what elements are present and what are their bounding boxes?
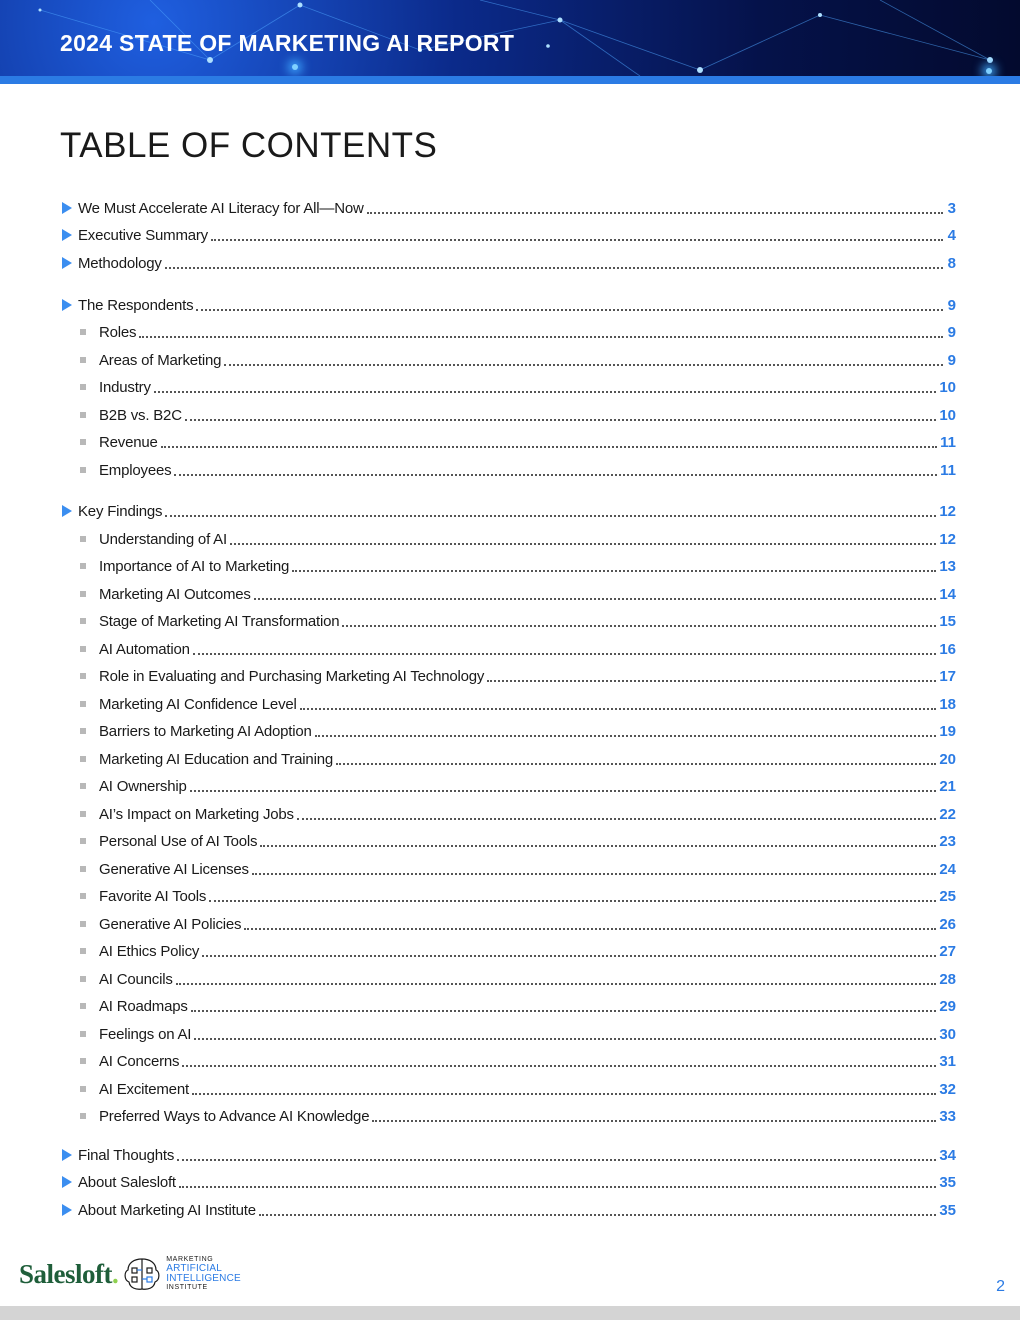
toc-entry-page-number: 25 [939,887,956,905]
dot-leader [194,1024,936,1040]
toc-entry-label: AI Concerns [99,1052,180,1070]
toc-subentry[interactable] [60,581,956,607]
toc-entry-label: AI Ethics Policy [99,942,200,960]
dot-leader [176,969,937,985]
dot-leader [161,432,937,448]
toc-entry-page-number: 9 [947,351,956,369]
toc-entry-page-number: 19 [939,722,956,740]
dot-leader [244,914,936,930]
toc-entry-label: AI’s Impact on Marketing Jobs [99,805,294,823]
triangle-bullet-icon [62,1149,72,1161]
dot-leader [185,405,936,421]
toc-subentry[interactable] [60,1103,956,1129]
toc-entry-page-number: 3 [947,199,956,217]
toc-entry-label: About Marketing AI Institute [78,1201,256,1219]
dot-leader [315,721,937,737]
toc-entry-label: Importance of AI to Marketing [99,557,290,575]
triangle-bullet-icon [62,299,72,311]
footer-logos [19,1256,241,1292]
dot-leader [254,584,937,600]
triangle-bullet-icon [62,257,72,269]
toc-subentry[interactable] [60,828,956,854]
page-number: 2 [996,1278,1005,1295]
toc-subentry[interactable] [60,856,956,882]
square-bullet-icon [80,536,86,542]
toc-subentry[interactable] [60,347,956,373]
toc-entry[interactable] [60,222,956,248]
square-bullet-icon [80,412,86,418]
dot-leader [165,253,943,269]
toc-entry[interactable] [60,1142,956,1168]
toc-entry-page-number: 20 [939,750,956,768]
square-bullet-icon [80,1086,86,1092]
toc-subentry[interactable] [60,746,956,772]
dot-leader [179,1172,936,1188]
toc-entry-label: We Must Accelerate AI Literacy for All—Now [78,199,364,217]
toc-subentry[interactable] [60,883,956,909]
header-accent-bar [0,76,1020,84]
toc-entry-label: Favorite AI Tools [99,887,207,905]
toc-subentry[interactable] [60,374,956,400]
toc-entry-page-number: 24 [939,860,956,878]
toc-entry-page-number: 10 [939,378,956,396]
toc-entry-label: Generative AI Licenses [99,860,249,878]
square-bullet-icon [80,948,86,954]
toc-entry-label: AI Roadmaps [99,997,188,1015]
toc-entry-page-number: 23 [939,832,956,850]
triangle-bullet-icon [62,202,72,214]
dot-leader [182,1051,936,1067]
toc-entry-page-number: 15 [939,612,956,630]
toc-entry-label: Revenue [99,433,158,451]
toc-entry-label: B2B vs. B2C [99,406,182,424]
toc-subentry[interactable] [60,663,956,689]
toc-subentry[interactable] [60,457,956,483]
dot-leader [193,639,937,655]
toc-entry-page-number: 11 [940,433,956,451]
toc-subentry[interactable] [60,319,956,345]
toc-entry[interactable] [60,250,956,276]
toc-entry-label: Marketing AI Outcomes [99,585,251,603]
dot-leader [367,198,943,214]
toc-entry-label: Executive Summary [78,226,208,244]
dot-leader [209,886,936,902]
toc-entry-label: Areas of Marketing [99,351,222,369]
toc-entry-label: AI Councils [99,970,173,988]
square-bullet-icon [80,384,86,390]
dot-leader [252,859,936,875]
toc-subentry[interactable] [60,429,956,455]
toc-entry-page-number: 27 [939,942,956,960]
square-bullet-icon [80,1058,86,1064]
toc-entry-label: Marketing AI Confidence Level [99,695,297,713]
toc-entry-label: Methodology [78,254,162,272]
dot-leader [202,941,936,957]
dot-leader [224,350,943,366]
toc-entry-label: Understanding of AI [99,530,227,548]
toc-entry-label: Marketing AI Education and Training [99,750,333,768]
square-bullet-icon [80,893,86,899]
dot-leader [191,996,937,1012]
square-bullet-icon [80,357,86,363]
dot-leader [487,666,936,682]
salesloft-logo: Salesloft. [19,1258,119,1289]
triangle-bullet-icon [62,505,72,517]
square-bullet-icon [80,811,86,817]
dot-leader [139,322,943,338]
page-bottom-bar [0,1306,1020,1320]
toc-entry-page-number: 21 [939,777,956,795]
report-header-banner [0,0,1020,76]
toc-entry-label: Roles [99,323,137,341]
toc-entry-page-number: 10 [939,406,956,424]
dot-leader [372,1106,936,1122]
dot-leader [177,1145,936,1161]
toc-subentry[interactable] [60,938,956,964]
toc-entry-page-number: 28 [939,970,956,988]
square-bullet-icon [80,921,86,927]
toc-entry-label: Industry [99,378,151,396]
square-bullet-icon [80,618,86,624]
toc-entry-page-number: 31 [939,1052,956,1070]
toc-entry-page-number: 22 [939,805,956,823]
report-title: 2024 STATE OF MARKETING AI REPORT [60,30,515,56]
toc-entry-label: Stage of Marketing AI Transformation [99,612,340,630]
square-bullet-icon [80,329,86,335]
toc-entry-page-number: 18 [939,695,956,713]
toc-entry-label: Generative AI Policies [99,915,242,933]
toc-entry-page-number: 9 [947,296,956,314]
square-bullet-icon [80,439,86,445]
toc-entry-label: AI Ownership [99,777,187,795]
toc-entry-label: Feelings on AI [99,1025,192,1043]
toc-entry-page-number: 13 [939,557,956,575]
dot-leader [192,1079,936,1095]
toc-entry-label: Preferred Ways to Advance AI Knowledge [99,1107,370,1125]
dot-leader [297,804,936,820]
toc-entry-label: Key Findings [78,502,163,520]
square-bullet-icon [80,1003,86,1009]
square-bullet-icon [80,866,86,872]
toc-subentry[interactable] [60,608,956,634]
toc-entry-page-number: 8 [947,254,956,272]
toc-subentry[interactable] [60,801,956,827]
dot-leader [292,556,936,572]
toc-entry-page-number: 11 [940,461,956,479]
toc-entry[interactable] [60,498,956,524]
square-bullet-icon [80,756,86,762]
dot-leader [190,776,937,792]
toc-entry-page-number: 12 [939,530,956,548]
square-bullet-icon [80,1113,86,1119]
triangle-bullet-icon [62,1176,72,1188]
toc-subentry[interactable] [60,718,956,744]
toc-entry-label: Role in Evaluating and Purchasing Marketing AI Technology [99,667,485,685]
dot-leader [211,225,943,241]
triangle-bullet-icon [62,229,72,241]
toc-entry[interactable] [60,292,956,318]
toc-entry-page-number: 14 [939,585,956,603]
square-bullet-icon [80,563,86,569]
dot-leader [154,377,937,393]
square-bullet-icon [80,701,86,707]
square-bullet-icon [80,673,86,679]
toc-entry-label: AI Excitement [99,1080,189,1098]
toc-entry[interactable] [60,1169,956,1195]
dot-leader [300,694,937,710]
square-bullet-icon [80,646,86,652]
toc-subentry[interactable] [60,966,956,992]
toc-entry-page-number: 33 [939,1107,956,1125]
toc-entry-page-number: 29 [939,997,956,1015]
dot-leader [196,295,943,311]
dot-leader [174,460,937,476]
toc-subentry[interactable] [60,1076,956,1102]
toc-entry-page-number: 4 [947,226,956,244]
dot-leader [342,611,936,627]
square-bullet-icon [80,591,86,597]
toc-subentry[interactable] [60,773,956,799]
toc-subentry[interactable] [60,691,956,717]
toc-entry-page-number: 34 [939,1146,956,1164]
toc-entry-page-number: 35 [939,1201,956,1219]
toc-subentry[interactable] [60,636,956,662]
square-bullet-icon [80,838,86,844]
triangle-bullet-icon [62,1204,72,1216]
toc-entry-label: About Salesloft [78,1173,176,1191]
square-bullet-icon [80,783,86,789]
marketing-ai-institute-logo: MARKETING ARTIFICIAL INTELLIGENCE INSTITUTE [166,1256,241,1291]
square-bullet-icon [80,467,86,473]
toc-entry-page-number: 17 [939,667,956,685]
toc-entry-label: AI Automation [99,640,190,658]
toc-entry-page-number: 30 [939,1025,956,1043]
toc-subentry[interactable] [60,402,956,428]
square-bullet-icon [80,728,86,734]
toc-entry-page-number: 32 [939,1080,956,1098]
toc-entry-label: The Respondents [78,296,194,314]
toc-entry-label: Employees [99,461,172,479]
toc-subentry[interactable] [60,1048,956,1074]
dot-leader [259,1200,936,1216]
toc-entry-page-number: 16 [939,640,956,658]
toc-entry-page-number: 9 [947,323,956,341]
square-bullet-icon [80,1031,86,1037]
square-bullet-icon [80,976,86,982]
toc-subentry[interactable] [60,553,956,579]
toc-entry[interactable] [60,1197,956,1223]
toc-entry-label: Personal Use of AI Tools [99,832,258,850]
dot-leader [336,749,936,765]
toc-entry[interactable] [60,195,956,221]
toc-entry-page-number: 26 [939,915,956,933]
dot-leader [230,529,936,545]
brain-circuit-icon [122,1256,162,1292]
toc-subentry[interactable] [60,911,956,937]
toc-heading: TABLE OF CONTENTS [60,126,438,165]
toc-subentry[interactable] [60,1021,956,1047]
toc-entry-page-number: 35 [939,1173,956,1191]
toc-subentry[interactable] [60,526,956,552]
toc-entry-label: Barriers to Marketing AI Adoption [99,722,312,740]
dot-leader [165,501,936,517]
toc-subentry[interactable] [60,993,956,1019]
dot-leader [260,831,936,847]
toc-entry-label: Final Thoughts [78,1146,175,1164]
toc-entry-page-number: 12 [939,502,956,520]
